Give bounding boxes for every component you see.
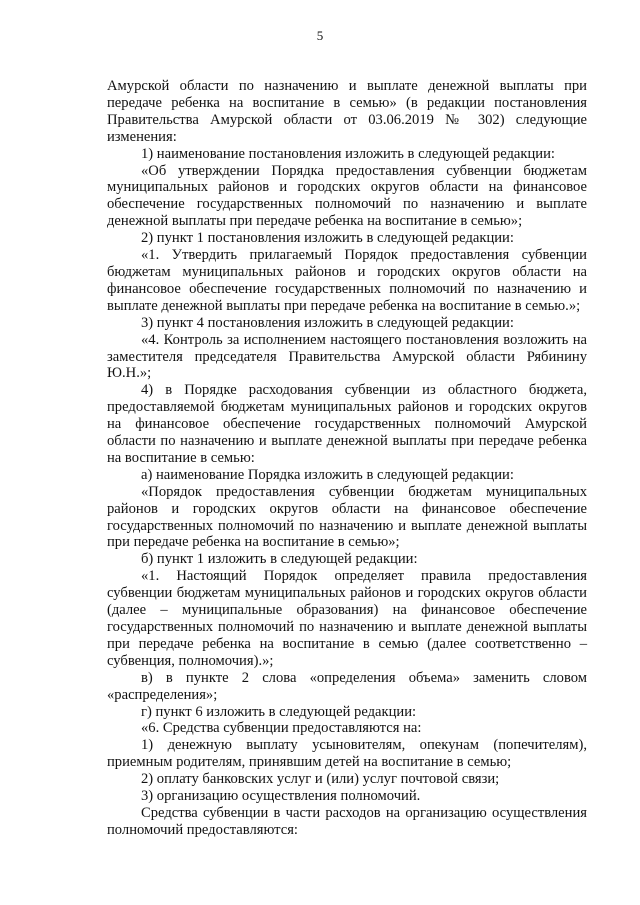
paragraph-item-3-text: «4. Контроль за исполнением настоящего постановления возложить на заместителя председателя Правительства Амурской области Рябинину Ю.Н.»; — [107, 331, 587, 382]
page-number: 5 — [316, 28, 324, 43]
paragraph-item-4v: в) в пункте 2 слова «определения объема» заменить словом «распределения»; — [107, 669, 587, 703]
paragraph-intro: Амурской области по назначению и выплате денежной выплаты при передаче ребенка на воспитание в семью» (в редакции постановления Правительства Амурской области от 03.06.2019 № 302) следующие изменения: — [107, 78, 587, 145]
paragraph-item-4: 4) в Порядке расходования субвенции из областного бюджета, предоставляемой бюджетам муниципальных районов и городских округов на финансовое обеспечение государственных полномочий Амурской области по назначению и выплате денежной выплаты при передаче ребенка на воспитание в семью: — [107, 382, 587, 466]
document-body — [107, 78, 587, 839]
paragraph-item-2: 2) пункт 1 постановления изложить в следующей редакции: — [141, 230, 514, 247]
paragraph-item-3: 3) пункт 4 постановления изложить в следующей редакции: — [141, 314, 514, 331]
paragraph-subitem-1: 1) денежную выплату усыновителям, опекунам (попечителям), приемным родителям, принявшим детей на воспитание в семью; — [107, 737, 587, 771]
paragraph-subsidy-org: Средства субвенции в части расходов на организацию осуществления полномочий предоставляются: — [107, 804, 587, 838]
paragraph-subitem-3: 3) организацию осуществления полномочий. — [141, 788, 421, 805]
paragraph-item-4a-text: «Порядок предоставления субвенции бюджетам муниципальных районов и городских округов области на финансовое обеспечение государственных полномочий по назначению и выплате денежной выплаты при передаче ребенка на воспитание в семью»; — [107, 483, 587, 551]
paragraph-item-4g: г) пункт 6 изложить в следующей редакции: — [141, 703, 417, 720]
paragraph-item-1-text: «Об утверждении Порядка предоставления субвенции бюджетам муниципальных районов и городских округов области на финансовое обеспечение государственных полномочий по назначению и выплате денежной выплаты при передаче ребенка на воспитание в семью»; — [107, 162, 587, 230]
paragraph-item-4b-text: «1. Настоящий Порядок определяет правила предоставления субвенции бюджетам муниципальных районов и городских округов области (далее – муниципальные образования) на финансовое обеспечение государственных полномочий по назначению и выплате денежной выплаты при передаче ребенка на воспитание в семью (далее соответственно – субвенция, полномочия).»; — [107, 568, 587, 669]
paragraph-item-2-text: «1. Утвердить прилагаемый Порядок предоставления субвенции бюджетам муниципальных районов и городских округов области на финансовое обеспечение государственных полномочий по назначению и выплате денежной выплаты при передаче ребенка на воспитание в семью.»; — [107, 247, 587, 314]
paragraph-item-1: 1) наименование постановления изложить в следующей редакции: — [141, 145, 555, 162]
paragraph-item-4b: б) пункт 1 изложить в следующей редакции: — [141, 551, 418, 568]
paragraph-subitem-2: 2) оплату банковских услуг и (или) услуг почтовой связи; — [141, 771, 500, 788]
paragraph-item-4g-text: «6. Средства субвенции предоставляются на: — [141, 720, 422, 737]
paragraph-item-4a: а) наименование Порядка изложить в следующей редакции: — [141, 466, 514, 483]
